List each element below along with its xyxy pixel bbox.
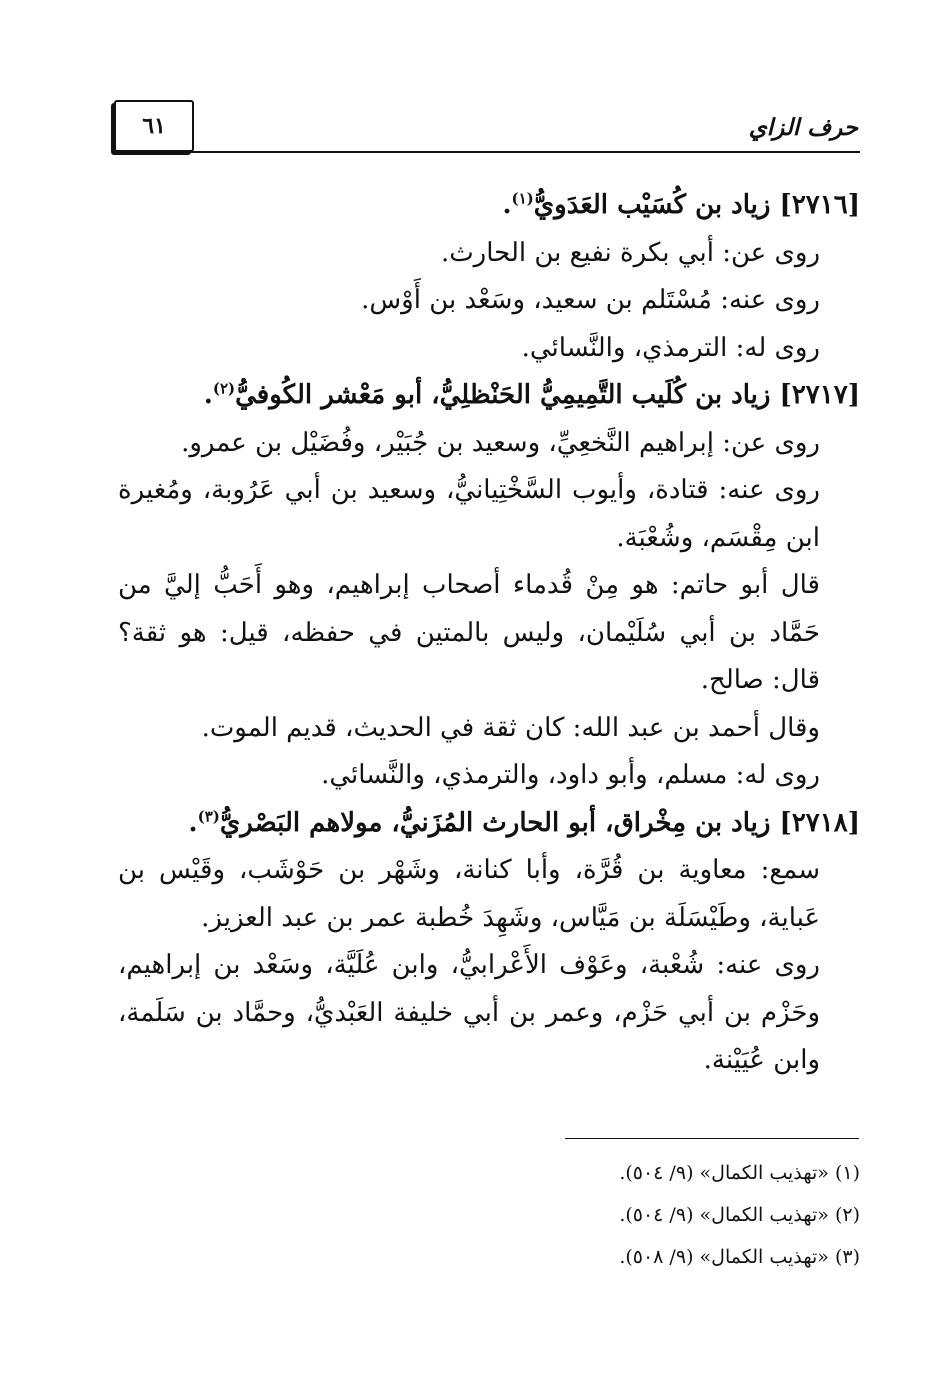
entry-paragraph: روى له: مسلم، وأبو داود، والترمذي، والنَّسائي. (321, 760, 820, 790)
entry-number: [٢٧١٧] (779, 380, 860, 410)
entry-paragraph: روى عن: إبراهيم النَّخعِيِّ، وسعيد بن جُبَيْر، وفُضَيْل بن عمرو. (181, 427, 820, 458)
entry-name: زياد بن مِخْراق، أبو الحارث المُزَنيُّ، مولاهم البَصْريُّ (219, 807, 771, 838)
footnote: (١) «تهذيب الكمال» (٩/ ٥٠٤). (619, 1162, 860, 1184)
entry-paragraph: روى له: الترمذي، والنَّسائي. (521, 332, 820, 363)
main-text (118, 182, 860, 1085)
entry-paragraph: قال أبو حاتم: هو مِنْ قُدماء أصحاب إبراهيم، وهو أَحَبُّ إليَّ من حَمَّاد بن أبي سُلَيْمان، وليس بالمتين في حفظه، قيل: هو ثقة؟ قال: صالح. (118, 570, 820, 695)
page-number: ٦١ (142, 113, 166, 139)
entry-name: زياد بن كُلَيب التَّمِيمِيُّ الحَنْظلِيُّ، أبو مَعْشر الكُوفيُّ (235, 380, 771, 410)
entry-heading (118, 800, 860, 848)
page-number-box (114, 100, 194, 152)
entry-paragraph: روى عنه: شُعْبة، وعَوْف الأَعْرابيُّ، وابن عُلَيَّة، وسَعْد بن إبراهيم، وحَزْم بن أبي حَزْم، وعمر بن أبي خليفة العَبْديُّ، وحمَّاد بن سَلَمة، وابن عُيَيْنة. (118, 950, 820, 1075)
entry-paragraph: سمع: معاوية بن قُرَّة، وأبا كنانة، وشَهْر بن حَوْشَب، وقَيْس بن عَباية، وطَيْسَلَة بن مَيَّاس، وشَهِدَ خُطبة عمر بن عبد العزيز. (118, 855, 820, 933)
footnote-rule (565, 1138, 859, 1139)
entry-paragraph: روى عنه: مُسْتَلم بن سعيد، وسَعْد بن أَوْس. (361, 285, 820, 315)
entry-paragraph: روى عنه: قتادة، وأيوب السَّخْتِيانيُّ، وسعيد بن أبي عَرُوبة، ومُغيرة ابن مِقْسَم، وشُعْبَة. (118, 475, 820, 553)
entry-paragraph: وقال أحمد بن عبد الله: كان ثقة في الحديث، قديم الموت. (201, 712, 820, 743)
header-rule (112, 151, 860, 153)
entry-end: . (188, 807, 198, 838)
entry-number: [٢٧١٦] (779, 190, 860, 220)
entry-end: . (502, 190, 512, 220)
footnote-mark: (٢) (212, 379, 236, 398)
footnotes (360, 1152, 860, 1278)
entry-end: . (203, 380, 213, 410)
entry-number: [٢٧١٨] (779, 807, 860, 838)
entry-paragraph: روى عن: أبي بكرة نفيع بن الحارث. (440, 237, 820, 268)
running-title: حرف الزاي (748, 114, 858, 141)
footnote: (٢) «تهذيب الكمال» (٩/ ٥٠٤). (619, 1204, 860, 1226)
entry-name: زياد بن كُسَيْب العَدَويُّ (533, 190, 771, 220)
footnote-mark: (١) (511, 189, 534, 208)
footnote-mark: (٣) (197, 806, 220, 825)
footnote: (٣) «تهذيب الكمال» (٩/ ٥٠٨). (619, 1246, 860, 1268)
entry-heading (118, 182, 860, 230)
entry-heading (118, 372, 860, 420)
